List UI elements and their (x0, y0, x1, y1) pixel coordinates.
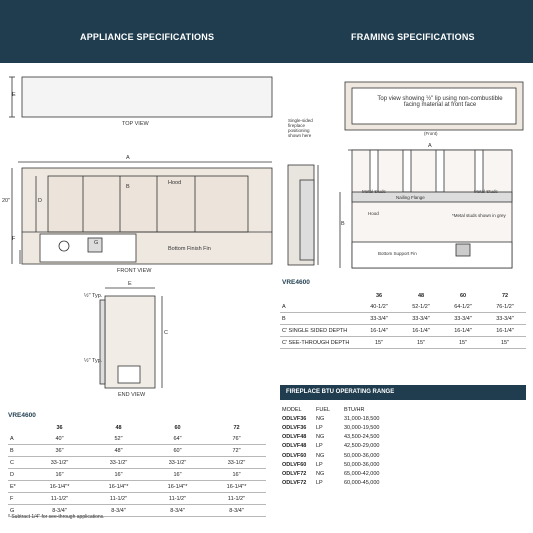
framing-dims-table (280, 290, 526, 349)
table-row: B 33-3/4" 33-3/4" 33-3/4" 33-3/4" (280, 313, 526, 325)
bottom-support-fin-label: Bottom Support Fin (378, 251, 417, 256)
dim-a-front: A (126, 155, 130, 161)
appliance-table-model: VRE4600 (8, 412, 36, 419)
top-view-drawing (9, 77, 272, 117)
appliance-dims-table: 36 48 60 72 A 40" 52" 64" 76" B 36" 48" 60" 72" C 33-1/2" 33-1/2" 33-1/2" 33-1/2" D 16" 16" 16" 16" E* 16-1/4"* 16-1/4"* 16-1/4"* 16-1/4"* F 11-1/2" 11-1/2" 11-1/2" 11-1/2" G 8-3/4" 8-3/4" 8-3/4" 8-3/4" (8, 422, 266, 517)
table-row: ODLVF48 LP 42,500-29,000 (282, 443, 380, 450)
dim-b-front: B (126, 184, 130, 190)
hood-label: Hood (168, 180, 182, 186)
appliance-footnote: * Subtract 1/4" for see-through applications. (8, 514, 105, 520)
dim-g-front: G (94, 240, 99, 246)
front-label: (Front) (424, 131, 438, 136)
framing-hood-label: Hood (368, 211, 379, 216)
table-row: C 33-1/2" 33-1/2" 33-1/2" 33-1/2" (8, 457, 266, 469)
table-row: G 8-3/4" 8-3/4" 8-3/4" 8-3/4" (8, 505, 266, 517)
table-row: ODLVF72 NG 65,000-42,000 (282, 470, 380, 477)
table-row: A 40-1/2" 52-1/2" 64-1/2" 76-1/2" (280, 301, 526, 313)
bottom-fin-label: Bottom Finish Fin (168, 246, 211, 252)
framing-table-model: VRE4600 (282, 279, 310, 286)
col-72: 72 (501, 292, 509, 299)
table-row: B 36" 48" 60" 72" (8, 445, 266, 457)
dim-f-front: F (12, 236, 16, 242)
dim-a-framing: A (428, 143, 432, 149)
dim-e-top: E (12, 92, 16, 98)
table-row: F 11-1/2" 11-1/2" 11-1/2" 11-1/2" (8, 493, 266, 505)
table-row: C' SINGLE SIDED DEPTH 16-1/4" 16-1/4" 16-1/4" 16-1/4" (280, 325, 526, 337)
dim-c-end: C (164, 330, 168, 336)
framing-top-note: Top view showing ½" lip using non-combustible facing material at front face (377, 96, 503, 108)
appliance-specs-title: APPLIANCE SPECIFICATIONS (80, 32, 215, 42)
btu-title-bar (280, 385, 526, 400)
table-row: ODLVF36 NG 31,000-18,500 (282, 415, 380, 422)
dim-b-framing: B (341, 221, 345, 227)
typ-top: ½" Typ. (84, 293, 103, 299)
col-36: 36 (375, 292, 383, 299)
btu-table: MODEL FUEL BTU/HR ODLVF36 NG 31,000-18,500 ODLVF36 LP 30,000-19,500 ODLVF48 NG 43,500-24,500 ODLVF48 LP 42,500-29,000 ODLVF60 NG 50,000-36,000 ODLVF60 LP 50,000-36,000 ODLVF72 NG 65,000-42,000 ODLVF72 LP 60,000-45,000 (282, 406, 380, 487)
table-row: ODLVF60 LP 50,000-36,000 (282, 461, 380, 468)
framing-specs-title: FRAMING SPECIFICATIONS (351, 32, 475, 42)
dim-height-front: 20" (2, 198, 11, 204)
front-view-drawing (12, 162, 272, 264)
col-60: 60 (459, 292, 467, 299)
top-view-label: TOP VIEW (122, 121, 149, 127)
metal-studs-note: *Metal studs shown in grey (452, 213, 506, 218)
table-row: D 16" 16" 16" 16" (8, 469, 266, 481)
front-view-label: FRONT VIEW (117, 268, 152, 274)
typ-bottom: ½" Typ. (84, 358, 103, 364)
metal-studs-label-left: Metal Studs (362, 189, 386, 194)
table-row: ODLVF36 LP 30,000-19,500 (282, 424, 380, 431)
table-row: E* 16-1/4"* 16-1/4"* 16-1/4"* 16-1/4"* (8, 481, 266, 493)
end-view-label: END VIEW (118, 392, 146, 398)
dim-d-front: D (38, 198, 42, 204)
col-48: 48 (417, 292, 425, 299)
nailing-flange-label: Nailing Flange (396, 195, 425, 200)
btu-title: FIREPLACE BTU OPERATING RANGE (286, 389, 395, 395)
end-view-drawing (100, 288, 162, 388)
table-row: ODLVF60 NG 50,000-36,000 (282, 452, 380, 459)
table-row: C' SEE-THROUGH DEPTH 15" 15" 15" 15" (280, 337, 526, 349)
table-row: A 40" 52" 64" 76" (8, 433, 266, 445)
metal-studs-label-right: Metal Studs (474, 189, 498, 194)
table-row: ODLVF48 NG 43,500-24,500 (282, 434, 380, 441)
table-row: ODLVF72 LP 60,000-45,000 (282, 480, 380, 487)
side-note: Single-sided fireplace positioning shown here (288, 118, 313, 138)
dim-e-end: E (128, 281, 132, 287)
